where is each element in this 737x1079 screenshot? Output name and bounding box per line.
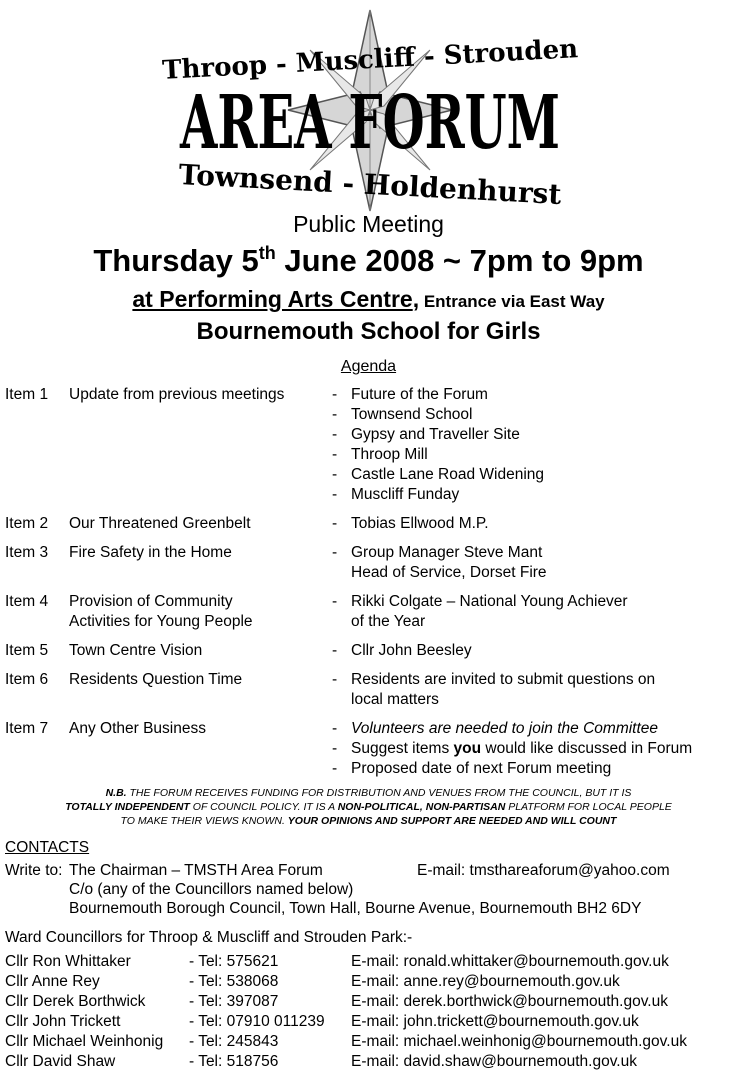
nb-line-2 xyxy=(0,800,737,814)
councillor-email[interactable]: E-mail: ronald.whittaker@bournemouth.gov.uk xyxy=(351,953,669,970)
nb-bold: TOTALLY INDEPENDENT xyxy=(65,801,190,813)
ward-councillors-heading: Ward Councillors for Throop & Muscliff and Strouden Park:- xyxy=(5,929,413,946)
item-6-detail: Residents are invited to submit questions on xyxy=(351,671,656,688)
area-forum-logo xyxy=(161,8,579,213)
item-3-dash: - xyxy=(332,544,338,561)
item-4-title: Activities for Young People xyxy=(69,613,253,630)
item-4-number: Item 4 xyxy=(5,593,49,610)
agenda-heading: Agenda xyxy=(340,358,397,375)
item-7-detail xyxy=(351,739,692,759)
meeting-date xyxy=(0,243,737,279)
councillor-name: Cllr Anne Rey xyxy=(5,973,100,990)
item-6-number: Item 6 xyxy=(5,671,49,688)
item-1-dash: - xyxy=(332,446,338,463)
item-5-number: Item 5 xyxy=(5,642,49,659)
councillor-email[interactable]: E-mail: david.shaw@bournemouth.gov.uk xyxy=(351,1053,637,1070)
item-2-number: Item 2 xyxy=(5,515,49,532)
nb-text: THE FORUM RECEIVES FUNDING FOR DISTRIBUTION AND VENUES FROM THE COUNCIL, BUT IT IS xyxy=(126,787,632,799)
item-7-dash: - xyxy=(332,760,338,777)
date-sup: th xyxy=(258,243,276,263)
nb-text: PLATFORM FOR LOCAL PEOPLE xyxy=(505,801,672,813)
item-1-dash: - xyxy=(332,386,338,403)
item-1-dash: - xyxy=(332,486,338,503)
councillor-name: Cllr John Trickett xyxy=(5,1013,121,1030)
entrance: Entrance via East Way xyxy=(419,292,605,311)
nb-line-1 xyxy=(0,786,737,800)
detail-pre: Suggest items xyxy=(351,740,454,757)
item-5-dash: - xyxy=(332,642,338,659)
councillor-name: Cllr Michael Weinhonig xyxy=(5,1033,164,1050)
councillor-email[interactable]: E-mail: anne.rey@bournemouth.gov.uk xyxy=(351,973,620,990)
item-7-number: Item 7 xyxy=(5,720,49,737)
councillor-tel: - Tel: 575621 xyxy=(189,953,279,970)
logo-top-line: Throop - Muscliff - Strouden xyxy=(161,34,579,86)
item-3-detail: Head of Service, Dorset Fire xyxy=(351,564,547,581)
item-1-detail: Castle Lane Road Widening xyxy=(351,466,545,483)
forum-email[interactable]: E-mail: tmsthareaforum@yahoo.com xyxy=(417,862,670,879)
item-1-dash: - xyxy=(332,466,338,483)
nb-bold: N.B. xyxy=(105,787,127,799)
address-line: Bournemouth Borough Council, Town Hall, Bourne Avenue, Bournemouth BH2 6DY xyxy=(69,900,642,917)
item-4-dash: - xyxy=(332,593,338,610)
item-1-dash: - xyxy=(332,426,338,443)
write-to-label: Write to: xyxy=(5,862,63,879)
item-7-dash: - xyxy=(332,720,338,737)
public-meeting-label: Public Meeting xyxy=(293,211,444,237)
venue-comma: , xyxy=(412,286,420,312)
councillor-name: Cllr Derek Borthwick xyxy=(5,993,146,1010)
councillor-tel: - Tel: 245843 xyxy=(189,1033,279,1050)
nb-line-3 xyxy=(0,814,737,828)
item-1-detail: Future of the Forum xyxy=(351,386,488,403)
nb-text: TO MAKE THEIR VIEWS KNOWN. xyxy=(120,815,288,827)
item-7-title: Any Other Business xyxy=(69,720,206,737)
venue: at Performing Arts Centre xyxy=(132,286,413,312)
item-3-number: Item 3 xyxy=(5,544,49,561)
date-part2: June 2008 ~ 7pm to 9pm xyxy=(275,243,644,278)
detail-post: would like discussed in Forum xyxy=(481,740,693,757)
councillor-email[interactable]: E-mail: michael.weinhonig@bournemouth.gov.uk xyxy=(351,1033,687,1050)
item-6-dash: - xyxy=(332,671,338,688)
councillor-email[interactable]: E-mail: derek.borthwick@bournemouth.gov.uk xyxy=(351,993,668,1010)
item-6-title: Residents Question Time xyxy=(69,671,243,688)
item-5-detail: Cllr John Beesley xyxy=(351,642,472,659)
councillor-name: Cllr David Shaw xyxy=(5,1053,116,1070)
contacts-heading: CONTACTS xyxy=(5,839,90,856)
item-4-detail: of the Year xyxy=(351,613,426,630)
councillor-tel: - Tel: 397087 xyxy=(189,993,279,1010)
nb-bold: YOUR OPINIONS AND SUPPORT ARE NEEDED AND WILL COUNT xyxy=(287,815,617,827)
logo-bottom-line: Townsend - Holdenhurst xyxy=(177,158,563,212)
item-3-detail: Group Manager Steve Mant xyxy=(351,544,543,561)
item-2-title: Our Threatened Greenbelt xyxy=(69,515,251,532)
councillor-tel: - Tel: 538068 xyxy=(189,973,279,990)
item-4-title: Provision of Community xyxy=(69,593,233,610)
item-4-detail: Rikki Colgate – National Young Achiever xyxy=(351,593,628,610)
address-line: C/o (any of the Councillors named below) xyxy=(69,881,354,898)
item-1-detail: Throop Mill xyxy=(351,446,428,463)
item-7-dash: - xyxy=(332,740,338,757)
councillor-tel: - Tel: 07910 011239 xyxy=(189,1013,325,1030)
nb-bold: NON-POLITICAL, NON-PARTISAN xyxy=(337,801,506,813)
venue-line xyxy=(0,286,737,313)
nb-text: OF COUNCIL POLICY. IT IS A xyxy=(189,801,338,813)
item-1-detail: Gypsy and Traveller Site xyxy=(351,426,520,443)
date-part1: Thursday 5 xyxy=(93,243,259,278)
logo-main: AREA FORUM xyxy=(179,80,560,166)
councillor-name: Cllr Ron Whittaker xyxy=(5,953,131,970)
school-name: Bournemouth School for Girls xyxy=(196,318,541,345)
item-1-detail: Muscliff Funday xyxy=(351,486,460,503)
item-3-title: Fire Safety in the Home xyxy=(69,544,232,561)
councillor-email[interactable]: E-mail: john.trickett@bournemouth.gov.uk xyxy=(351,1013,639,1030)
item-5-title: Town Centre Vision xyxy=(69,642,203,659)
item-1-dash: - xyxy=(332,406,338,423)
address-line: The Chairman – TMSTH Area Forum xyxy=(69,862,323,879)
item-1-number: Item 1 xyxy=(5,386,49,403)
item-1-detail: Townsend School xyxy=(351,406,473,423)
councillor-tel: - Tel: 518756 xyxy=(189,1053,279,1070)
item-2-detail: Tobias Ellwood M.P. xyxy=(351,515,489,532)
detail-bold: you xyxy=(453,740,482,757)
item-7-detail: Volunteers are needed to join the Committee xyxy=(351,720,659,737)
item-6-detail: local matters xyxy=(351,691,439,708)
item-1-title: Update from previous meetings xyxy=(69,386,285,403)
item-7-detail: Proposed date of next Forum meeting xyxy=(351,760,612,777)
item-2-dash: - xyxy=(332,515,338,532)
